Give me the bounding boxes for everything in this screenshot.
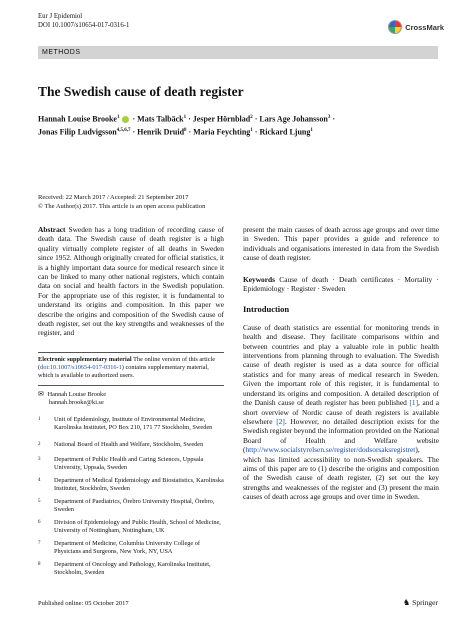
- affiliation-item: [38, 441, 224, 449]
- affiliation-item: [38, 456, 224, 471]
- publisher-name: Springer: [412, 598, 438, 607]
- abstract: [38, 225, 224, 338]
- esm-text: The online version of this article (: [38, 356, 216, 371]
- intro-text: Cause of death statistics are essential for monitoring trends in health and disease. They facilitate comparisons within and between countries and play a valuable role in public health interventions from planning through to evaluation. The Swedish cause of death register is used as a data source for official statistics and for many areas of medical research in Sweden. Given the important role of this register, it is fundamental to understand its origins and composition. A detailed description of the Danish cause of death register has been published: [243, 322, 439, 408]
- esm-label: Electronic supplementary material: [38, 356, 132, 363]
- publisher-logo: [403, 598, 438, 607]
- affiliation-text: Department of Paediatrics, Örebro University Hospital, Örebro, Sweden: [54, 498, 215, 513]
- author-name: · Jesper Hörnblad: [188, 114, 251, 124]
- affiliation-item: [38, 477, 224, 492]
- affiliation-item: [38, 540, 224, 555]
- affiliation-text: Department of Oncology and Pathology, Karolinska Institutet, Stockholm, Sweden: [54, 561, 211, 576]
- affiliation-number: 5: [38, 499, 41, 504]
- corresponding-email[interactable]: hannah.brooke@ki.se: [49, 399, 104, 406]
- author-name: Hannah Louise Brooke: [38, 114, 117, 124]
- article-title: The Swedish cause of death register: [38, 84, 244, 99]
- author-name: · Henrik Druid: [132, 127, 185, 137]
- author-name: · Rickard Ljung: [254, 127, 311, 137]
- abstract-text: Sweden has a long tradition of recording cause of death data. The Swedish cause of death register is a high quality virtually complete register of all deaths in Sweden since 1952. Although originally created for official statistics, it is a highly important data source for medical research since it can be linked to many other national registers, which contain data on social and health factors in the Swedish population. For the appropriate use of this register, it is fundamental to understand its origins and composition. In this paper we describe the origins and composition of the Swedish cause of death register, set out the key strengths and weaknesses of the register, and: [38, 225, 224, 338]
- affiliation-number: 2: [38, 442, 41, 447]
- affiliation-text: Unit of Epidemiology, Institute of Environmental Medicine, Karolinska Institutet, PO Box 210, 171 77 Stockholm, Sweden: [54, 416, 213, 431]
- author-sup: 8: [184, 127, 187, 133]
- intro-text: . However, no detailed description exists for the Swedish register beyond the information provided on the National Board of Health and Welfare website (: [243, 416, 439, 455]
- intro-text: , and a short overview of Nordic cause of death registers is available elsewhere: [243, 398, 439, 426]
- affiliation-text: Department of Medicine, Columbia University College of Physicians and Surgeons, New York, NY, USA: [54, 540, 201, 555]
- affiliation-number: 1: [38, 417, 41, 422]
- author-list: [38, 112, 438, 137]
- intro-text: ), which has limited accessibility to non-Swedish speakers. The aims of this paper are to (1) describe the origins and composition of the Swedish cause of death register, (2) set out the key strengths and weaknesses of the register and (3) present the main causes of death across age groups and over time in Sweden.: [243, 445, 439, 502]
- author-sup: 1: [310, 127, 313, 133]
- crossmark-label: CrossMark: [405, 22, 444, 32]
- journal-name: Eur J Epidemiol: [38, 13, 83, 20]
- copyright-line: © The Author(s) 2017. This article is an open access publication: [38, 202, 206, 210]
- author-name: · Mats Talbäck: [132, 114, 184, 124]
- abstract-label: Abstract: [38, 225, 66, 234]
- esm-text: ) contains supplementary material, which is available to authorized users.: [38, 364, 209, 379]
- received-accepted: Received: 22 March 2017 / Accepted: 21 September 2017: [38, 194, 189, 201]
- keywords-text: Cause of death · Death certificates · Mortality · Epidemiology · Register · Sweden: [243, 274, 439, 294]
- affiliation-number: 7: [38, 541, 41, 546]
- published-date: Published online: 05 October 2017: [38, 600, 129, 607]
- section-label: METHODS: [42, 49, 81, 56]
- introduction-paragraph: [243, 323, 439, 502]
- author-name: · Maria Feychting: [188, 127, 251, 137]
- affiliation-number: 3: [38, 457, 41, 462]
- divider: [38, 385, 224, 386]
- crossmark-icon: [388, 20, 402, 34]
- affiliation-text: National Board of Health and Welfare, Stockholm, Sweden: [54, 441, 204, 448]
- author-sup: 1: [116, 115, 120, 120]
- affiliation-number: 8: [38, 562, 41, 567]
- author-name: Jonas Filip Ludvigsson: [38, 127, 117, 137]
- affiliation-item: [38, 498, 224, 513]
- crossmark-badge[interactable]: [388, 20, 444, 34]
- affiliation-item: [38, 416, 224, 431]
- affiliation-item: [38, 519, 224, 534]
- affiliation-number: 4: [38, 478, 41, 483]
- divider: [38, 352, 224, 353]
- author-name: · Lars Age Johansson: [254, 114, 328, 124]
- affiliation-number: 6: [38, 520, 41, 525]
- corresponding-author: Hannah Louise Brooke: [47, 391, 106, 398]
- envelope-icon: ✉: [38, 390, 44, 398]
- affiliation-text: Division of Epidemiology and Public Health, School of Medicine, University of Nottingham, Nottingham, UK: [54, 519, 221, 534]
- running-header: [38, 12, 129, 30]
- article-dates: [38, 194, 205, 211]
- author-sup: 3: [327, 115, 331, 120]
- author-sup: 1: [250, 127, 253, 133]
- introduction-heading: Introduction: [243, 304, 290, 315]
- affiliation-text: Department of Medical Epidemiology and Biostatistics, Karolinska Institutet, Stockholm, Sweden: [54, 477, 224, 492]
- correspondence: [38, 390, 224, 407]
- website-link[interactable]: http://www.socialstyrelsen.se/register/dodsorsaksregistret: [245, 445, 416, 455]
- author-sup: 1: [183, 115, 187, 120]
- orcid-icon[interactable]: [122, 116, 129, 123]
- esm-doi-link[interactable]: doi:10.1007/s10654-017-0316-1: [40, 364, 122, 371]
- affiliation-text: Department of Public Health and Caring Sciences, Uppsala University, Uppsala, Sweden: [54, 456, 204, 471]
- right-column: [243, 225, 439, 502]
- supplementary-note: [38, 356, 224, 380]
- springer-horse-icon: ♞: [402, 598, 411, 607]
- abstract-continued: present the main causes of death across age groups and over time in Sweden. This paper provides a guide and reference to individuals and organisations interested in data from the Swedish cause of death register.: [243, 225, 439, 263]
- author-sup: 2: [250, 115, 253, 120]
- affiliation-item: [38, 561, 224, 576]
- author-separator: ·: [332, 114, 336, 124]
- reference-link[interactable]: [1]: [409, 398, 419, 408]
- author-sup: 4,5,6,7: [116, 127, 131, 133]
- section-banner: [38, 46, 438, 59]
- doi-line: DOI 10.1007/s10654-017-0316-1: [38, 22, 130, 29]
- reference-link[interactable]: [2]: [276, 416, 285, 426]
- keywords: [243, 275, 439, 294]
- keywords-label: Keywords: [243, 274, 276, 284]
